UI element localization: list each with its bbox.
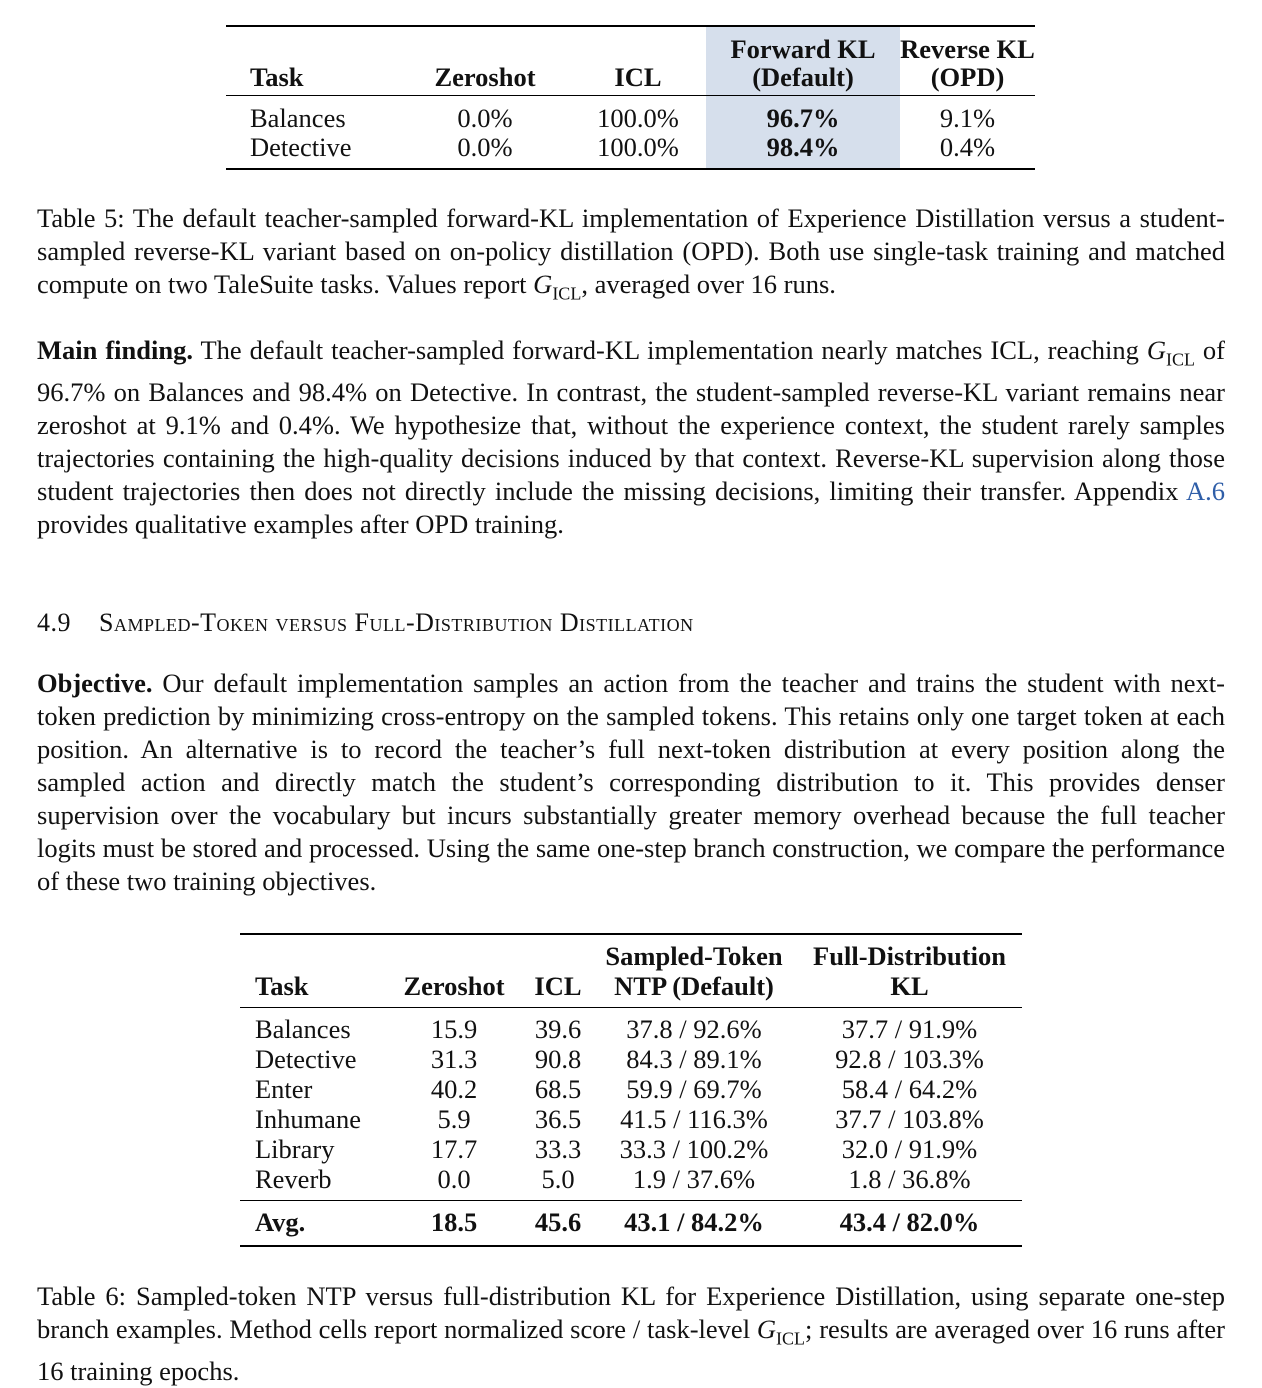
main-finding-text-end: provides qualitative examples after OPD training. [37,509,564,540]
main-finding-paragraph [37,334,1225,541]
table-6-caption [37,1280,1225,1388]
t6-header-sampled-token-line1: Sampled-Token [605,941,783,971]
main-finding-text-cont: of 96.7% on Balances and 98.4% on Detective. In contrast, the student-sampled reverse-KL variant remains near zeroshot at 9.1% and 0.4%. We hypothesize that, without the experience context, the student rarely samples trajectories containing the high-quality decisions induced by that context. Reverse-KL supervision along those student trajectories then does not directly include the missing decisions, limiting their transfer. Appendix [37,335,1225,507]
t6-header-full-distribution [797,934,1022,1008]
g-icl-symbol [1146,335,1195,370]
table-row [240,1134,1022,1164]
symbol-subscript: ICL [1165,349,1195,370]
main-finding-text: The default teacher-sampled forward-KL implementation nearly matches ICL, reaching [192,335,1147,365]
caption-5-text-end: , averaged over 16 runs. [581,269,836,299]
g-icl-symbol [533,269,582,304]
symbol-subscript: ICL [552,283,582,304]
t6-cell: 1.9 / 37.6% [632,1164,756,1194]
objective-label: Objective. [37,668,153,698]
t6-header-full-distribution-line1: Full-Distribution [813,941,1006,971]
t5-header-reverse-kl-line1: Reverse KL [900,34,1035,64]
t6-header-sampled-token [591,934,797,1008]
objective-paragraph [37,667,1225,898]
t5-header-forward-kl-line2: (Default) [752,62,854,92]
t5-header-forward-kl-line1: Forward KL [730,34,876,64]
t6-header-task: Task [255,971,309,1001]
t6-cell: 33.3 [534,1134,582,1164]
table-row [240,1164,1022,1201]
section-number: 4.9 [37,608,71,637]
table-row [240,1104,1022,1134]
t6-cell: 17.7 [430,1134,478,1164]
t5-cell-highlight: 98.4% [706,133,900,169]
t6-header-zeroshot: Zeroshot [403,971,505,1001]
t6-avg-cell: 45.6 [534,1207,582,1237]
t5-cell: Balances [250,103,346,133]
section-heading [37,606,694,639]
t5-cell: 100.0% [597,132,679,162]
objective-text: Our default implementation samples an action from the teacher and trains the student with next-token prediction by minimizing cross-entropy on the sampled tokens. This retains only one target token at each position. An alternative is to record the teacher’s full next-token distribution at every position along the sampled action and directly match the student’s corresponding distribution to it. This provides denser supervision over the vocabulary but incurs substantially greater memory overhead because the full teacher logits must be stored and processed. Using the same one-step branch construction, we compare the performance of these two training objectives. [37,668,1225,896]
t6-cell: 68.5 [534,1074,582,1104]
table-row [226,96,1035,134]
t5-cell: Detective [250,132,352,162]
t6-cell: 40.2 [430,1074,478,1104]
t6-cell: 33.3 / 100.2% [619,1134,769,1164]
table-5 [226,25,1035,170]
t5-cell: 0.4% [939,132,996,162]
t5-cell-highlight: 96.7% [706,96,900,134]
table-6-avg-row [240,1201,1022,1247]
t6-cell: 37.7 / 103.8% [835,1104,984,1134]
table-6 [240,933,1022,1247]
symbol-g: G [756,1314,777,1344]
caption-5-text: Table 5: The default teacher-sampled forward-KL implementation of Experience Distillation versus a student-sampled reverse-KL variant based on on-policy distillation (OPD). Both use single-task training and matched compute on two TaleSuite tasks. Values report [37,203,1225,299]
table-5-header-row [226,26,1035,96]
t6-cell: Reverb [255,1164,332,1194]
t6-cell: 36.5 [534,1104,582,1134]
t5-header-forward-kl [706,26,900,96]
t6-cell: 41.5 / 116.3% [620,1104,768,1134]
main-finding-label: Main finding. [37,335,193,365]
table-row [240,1008,1022,1045]
t6-cell: 5.0 [541,1164,575,1194]
t6-header-icl: ICL [534,971,582,1001]
table-row [240,1044,1022,1074]
section-title: Sampled-Token versus Full-Distribution Distillation [99,608,694,637]
t6-cell: Enter [255,1074,313,1104]
symbol-subscript: ICL [776,1328,806,1349]
t6-cell: Balances [255,1014,351,1044]
t6-cell: 15.9 [430,1014,478,1044]
t5-header-reverse-kl [900,26,1035,96]
caption-6-text-end: ; results are averaged over 16 runs after 16 training epochs. [37,1314,1225,1387]
t6-cell: 37.7 / 91.9% [841,1014,978,1044]
t5-header-icl: ICL [614,62,662,92]
t6-cell: 0.0 [437,1164,471,1194]
t6-cell: 5.9 [437,1104,471,1134]
table-row [226,133,1035,169]
t6-cell: 59.9 / 69.7% [626,1074,762,1104]
t6-cell: Detective [255,1044,357,1074]
t6-cell: 37.8 / 92.6% [626,1014,762,1044]
t5-header-zeroshot: Zeroshot [434,62,536,92]
table-row [240,1074,1022,1104]
t6-header-sampled-token-line2: NTP (Default) [614,971,774,1001]
t6-avg-cell: 43.4 / 82.0% [839,1207,980,1237]
t6-header-full-distribution-line2: KL [890,971,929,1001]
symbol-g: G [533,269,553,299]
t5-cell: 9.1% [939,103,996,133]
t6-cell: 90.8 [534,1044,582,1074]
t6-cell: 1.8 / 36.8% [848,1164,971,1194]
symbol-g: G [1146,335,1166,365]
t6-cell: 84.3 / 89.1% [626,1044,762,1074]
t6-cell: Library [255,1134,335,1164]
t6-cell: 32.0 / 91.9% [841,1134,978,1164]
t5-header-task: Task [250,62,304,92]
table-5-caption [37,202,1225,310]
t5-cell: 100.0% [597,103,679,133]
t5-cell: 0.0% [457,132,513,162]
t6-cell: 58.4 / 64.2% [841,1074,978,1104]
t6-avg-cell: Avg. [255,1207,306,1237]
table-6-header-row [240,934,1022,1008]
appendix-link[interactable]: A.6 [1185,476,1225,507]
t6-avg-cell: 43.1 / 84.2% [624,1207,764,1237]
t6-avg-cell: 18.5 [430,1207,478,1237]
t5-cell: 0.0% [457,103,513,133]
t6-cell: 92.8 / 103.3% [835,1044,984,1074]
t6-cell: 39.6 [534,1014,582,1044]
caption-6-text: Table 6: Sampled-token NTP versus full-distribution KL for Experience Distillation, using separate one-step branch examples. Method cells report normalized score / task-level [37,1281,1225,1344]
t6-cell: 31.3 [430,1044,478,1074]
g-icl-symbol [756,1314,806,1349]
t6-cell: Inhumane [255,1104,361,1134]
t5-header-reverse-kl-line2: (OPD) [930,62,1005,92]
